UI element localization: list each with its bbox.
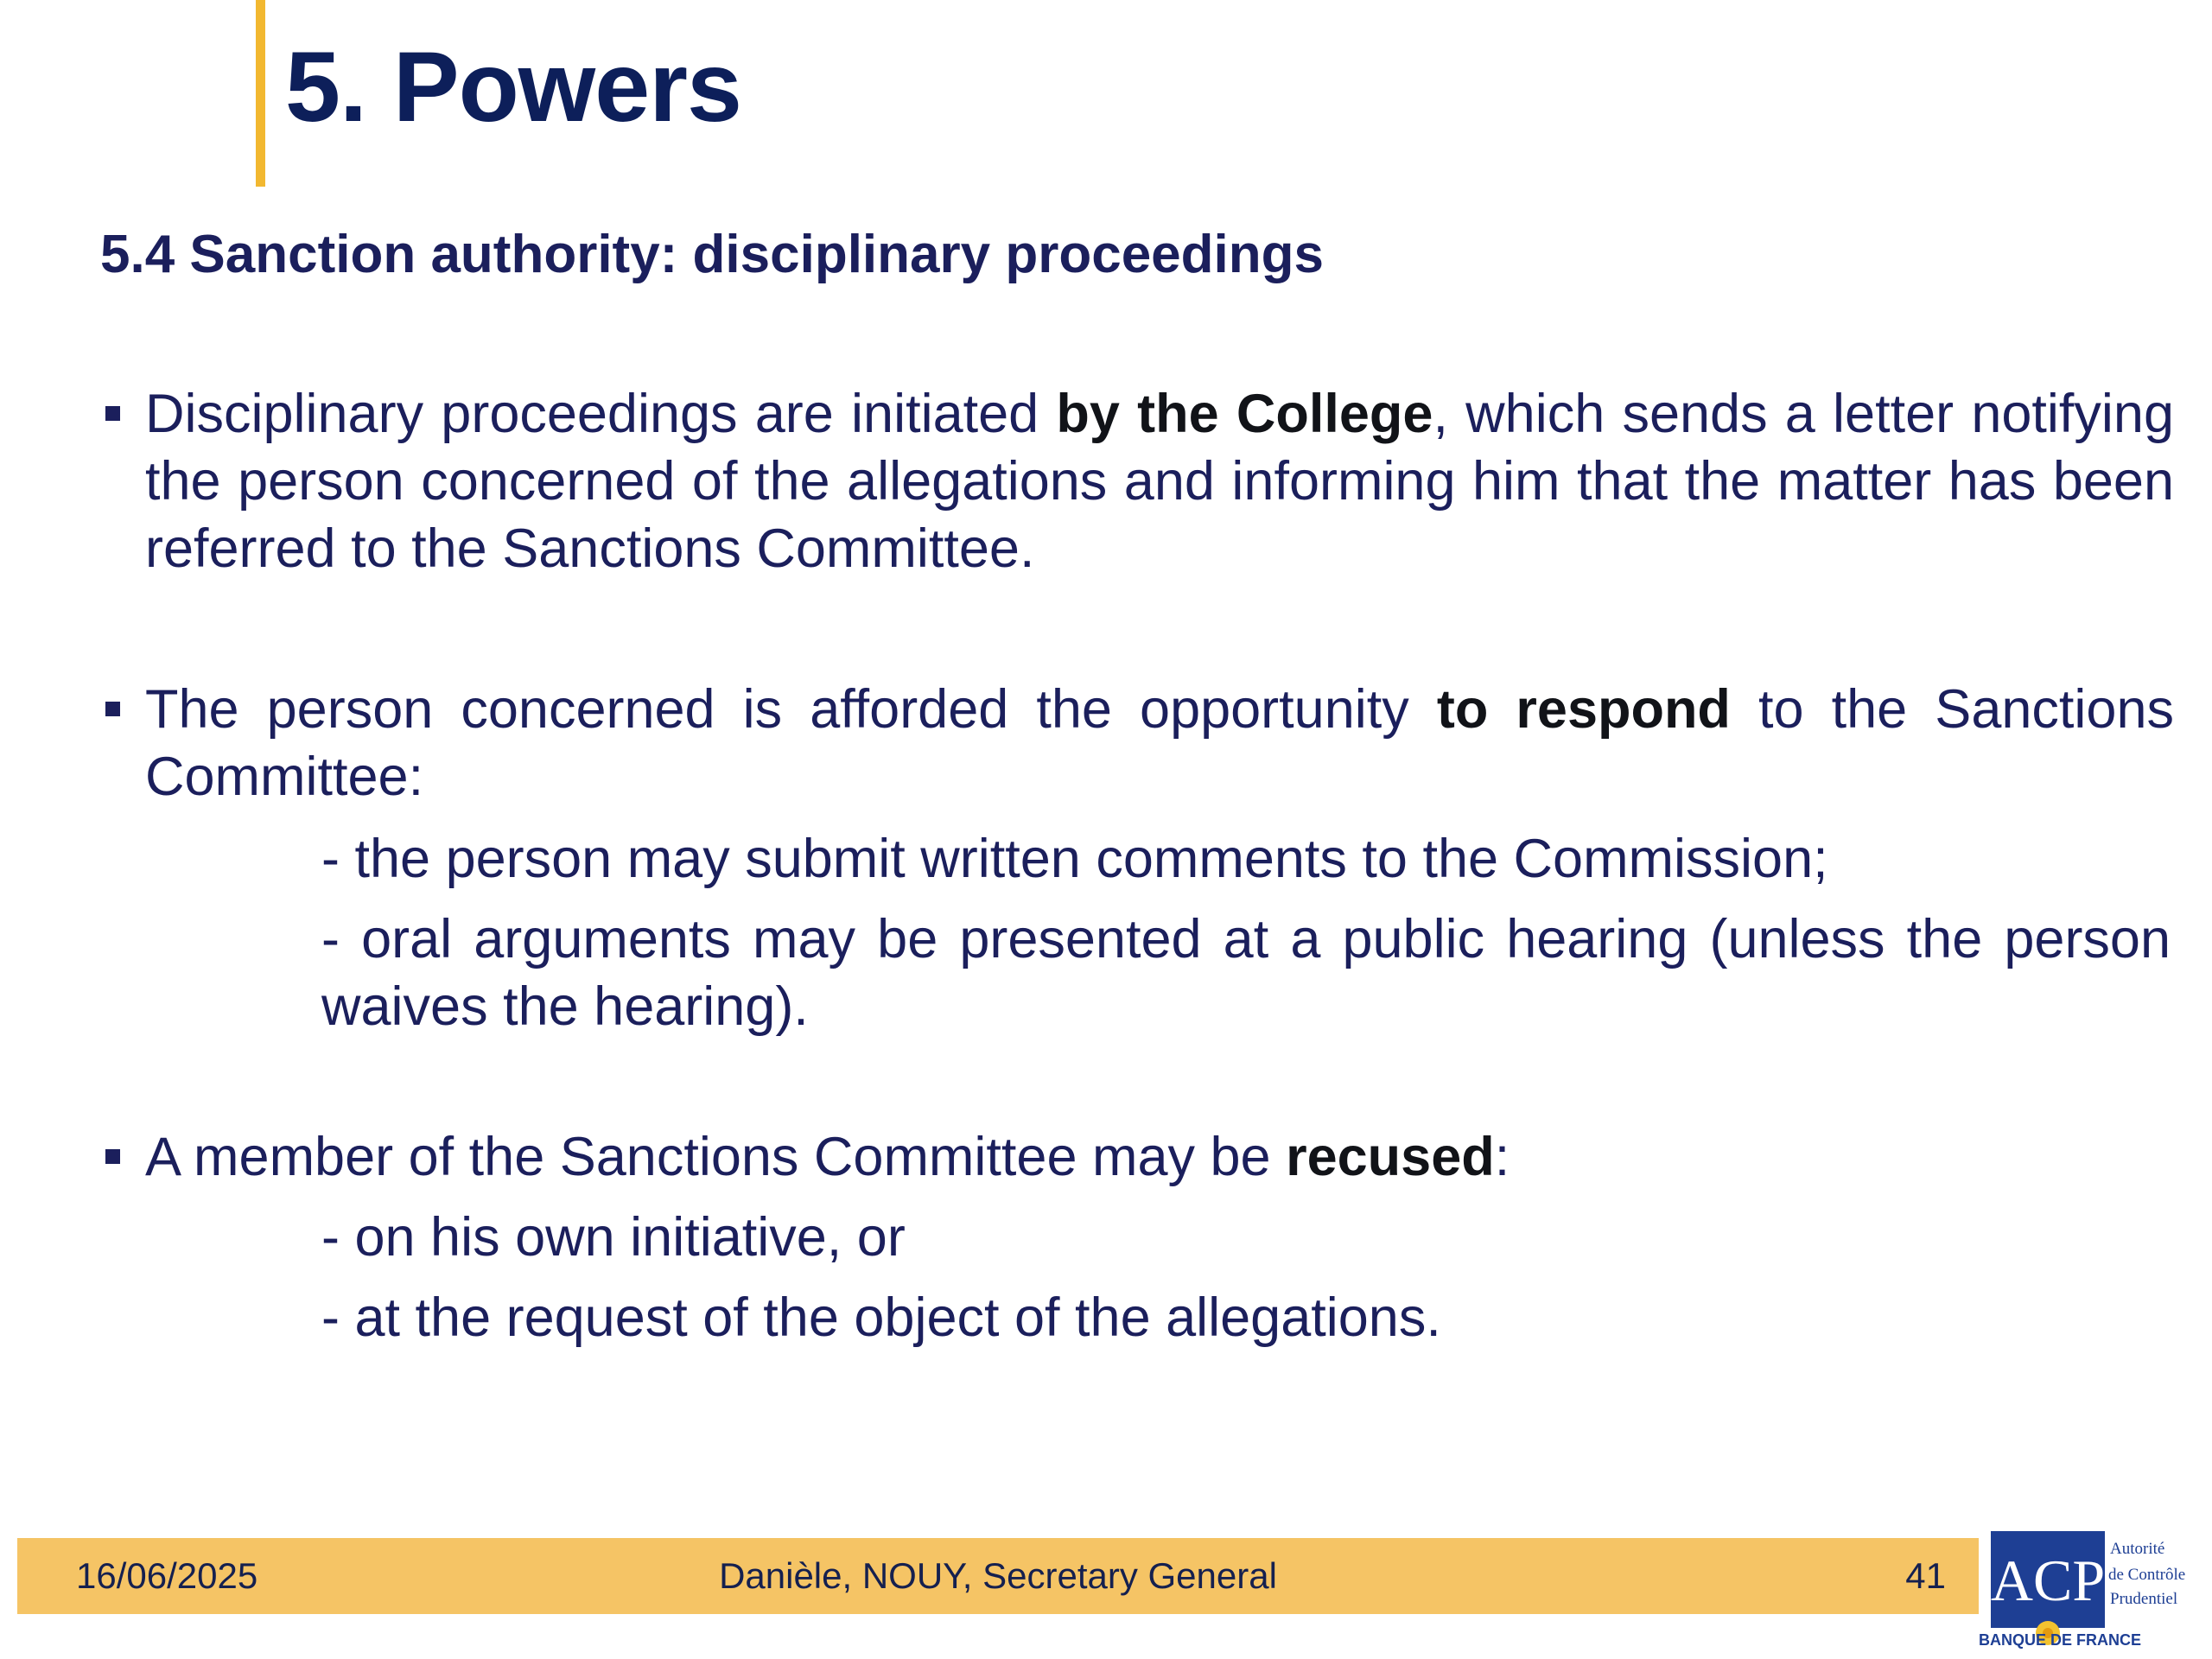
- square-bullet-icon: [105, 1149, 120, 1164]
- square-bullet-icon: [105, 702, 120, 716]
- bullet-item-initiation: [100, 380, 2174, 582]
- square-bullet-icon: [105, 406, 120, 421]
- bold-phrase: recused: [1286, 1127, 1495, 1187]
- slide-title: 5. Powers: [285, 32, 741, 143]
- bullet-text: The person concerned is afforded the opportunity to respond to the Sanctions Committee:: [145, 679, 2174, 807]
- footer-date: 16/06/2025: [76, 1555, 258, 1596]
- bullet-item-response: [100, 676, 2174, 810]
- footer-author: Danièle, NOUY, Secretary General: [719, 1555, 1277, 1596]
- sub-item-oral-arguments: - oral arguments may be presented at a public hearing (unless the person waives the hearing).: [321, 909, 2171, 1037]
- logo-parent: BANQUE DE FRANCE: [1979, 1631, 2142, 1649]
- logo-acronym: ACP: [1990, 1548, 2106, 1613]
- bold-phrase: by the College: [1056, 384, 1433, 444]
- footer-bar: [17, 1538, 1979, 1614]
- sub-item-request: - at the request of the object of the allegations.: [321, 1287, 1441, 1348]
- section-subtitle: 5.4 Sanction authority: disciplinary proceedings: [100, 225, 1324, 284]
- logo-line-2: de Contrôle: [2108, 1566, 2186, 1584]
- page-number: 41: [1905, 1555, 1946, 1596]
- bullet-text: A member of the Sanctions Committee may be recused:: [145, 1127, 1510, 1187]
- bold-phrase: to respond: [1436, 679, 1731, 740]
- logo-line-3: Prudentiel: [2110, 1590, 2178, 1608]
- bullet-item-recusal: [100, 1123, 2174, 1191]
- title-accent-rule: [256, 0, 265, 187]
- bullet-text: Disciplinary proceedings are initiated by the College, which sends a letter notifying the person concerned of the allegations and informing him that the matter has been referred to the Sanctions Committee.: [145, 384, 2174, 579]
- acp-logo: [1979, 1524, 2205, 1654]
- sub-item-written-comments: - the person may submit written comments to the Commission;: [321, 829, 1828, 889]
- sub-item-own-initiative: - on his own initiative, or: [321, 1207, 906, 1268]
- logo-line-1: Autorité: [2110, 1540, 2165, 1558]
